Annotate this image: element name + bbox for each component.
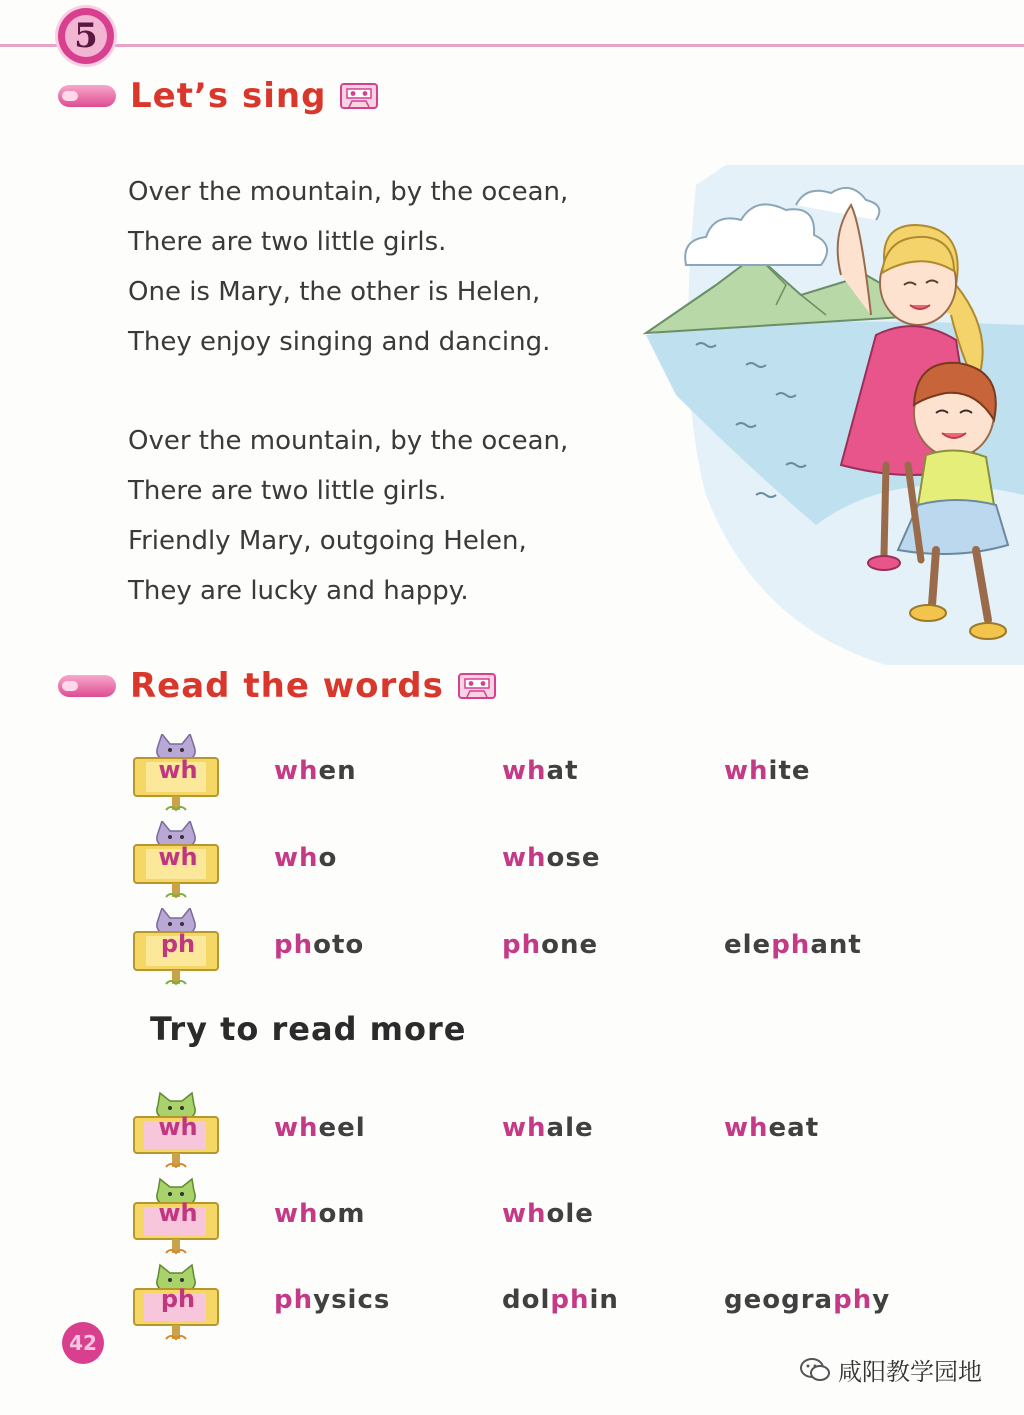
tag-label: wh bbox=[158, 843, 198, 871]
word-wheel: wheel bbox=[274, 1113, 366, 1143]
word-when: when bbox=[274, 756, 357, 786]
word-photo: photo bbox=[274, 930, 365, 960]
lyric-line: One is Mary, the other is Helen, bbox=[128, 277, 541, 307]
word-what: what bbox=[502, 756, 579, 786]
tag-label: ph bbox=[160, 930, 196, 958]
green-cat-sign-icon bbox=[128, 1177, 224, 1257]
lyric-line: Over the mountain, by the ocean, bbox=[128, 177, 569, 207]
word-dolphin: dolphin bbox=[502, 1285, 619, 1315]
word-phone: phone bbox=[502, 930, 599, 960]
try-heading: Try to read more bbox=[150, 1010, 467, 1048]
two-girls-seaside-illustration bbox=[636, 165, 1024, 665]
page-number: 42 bbox=[62, 1322, 104, 1364]
section-pill-icon bbox=[58, 85, 116, 107]
word-whose: whose bbox=[502, 843, 601, 873]
word-whale: whale bbox=[502, 1113, 594, 1143]
cassette-icon bbox=[340, 83, 378, 109]
word-whole: whole bbox=[502, 1199, 594, 1229]
tag-label: wh bbox=[158, 1113, 198, 1141]
word-physics: physics bbox=[274, 1285, 391, 1315]
lyric-line: They enjoy singing and dancing. bbox=[128, 327, 551, 357]
read-title: Read the words bbox=[130, 666, 444, 706]
try-word-row bbox=[128, 1091, 1008, 1171]
watermark bbox=[800, 1352, 982, 1387]
lyrics-verse-2 bbox=[128, 416, 568, 616]
word-whom: whom bbox=[274, 1199, 366, 1229]
word-who: who bbox=[274, 843, 338, 873]
word-geography: geography bbox=[724, 1285, 891, 1315]
lyric-line: There are two little girls. bbox=[128, 227, 447, 257]
read-word-row bbox=[128, 821, 1008, 901]
tag-label: wh bbox=[158, 756, 198, 784]
lyric-line: Over the mountain, by the ocean, bbox=[128, 426, 569, 456]
top-divider-line bbox=[0, 44, 1024, 47]
word-elephant: elephant bbox=[724, 930, 862, 960]
word-white: white bbox=[724, 756, 811, 786]
section-pill-icon bbox=[58, 675, 116, 697]
lyric-line: Friendly Mary, outgoing Helen, bbox=[128, 526, 527, 556]
lyric-line: They are lucky and happy. bbox=[128, 576, 469, 606]
unit-number-badge bbox=[58, 8, 114, 64]
word-wheat: wheat bbox=[724, 1113, 820, 1143]
try-word-row bbox=[128, 1177, 1008, 1257]
lyrics-verse-1 bbox=[128, 167, 568, 367]
read-word-row bbox=[128, 908, 1008, 988]
green-cat-sign-icon bbox=[128, 1091, 224, 1171]
tag-label: wh bbox=[158, 1199, 198, 1227]
unit-number: 5 bbox=[65, 15, 107, 57]
purple-cat-sign-icon bbox=[128, 908, 224, 988]
wechat-icon bbox=[800, 1357, 830, 1383]
purple-cat-sign-icon bbox=[128, 734, 224, 814]
read-word-row bbox=[128, 734, 1008, 814]
cassette-icon bbox=[458, 673, 496, 699]
watermark-text: 咸阳教学园地 bbox=[838, 1358, 982, 1386]
read-section-heading bbox=[58, 666, 496, 706]
tag-label: ph bbox=[160, 1285, 196, 1313]
lyric-line: There are two little girls. bbox=[128, 476, 447, 506]
purple-cat-sign-icon bbox=[128, 821, 224, 901]
try-word-row bbox=[128, 1263, 1008, 1343]
sing-section-heading bbox=[58, 76, 378, 116]
sing-title: Let’s sing bbox=[130, 76, 327, 116]
green-cat-sign-icon bbox=[128, 1263, 224, 1343]
